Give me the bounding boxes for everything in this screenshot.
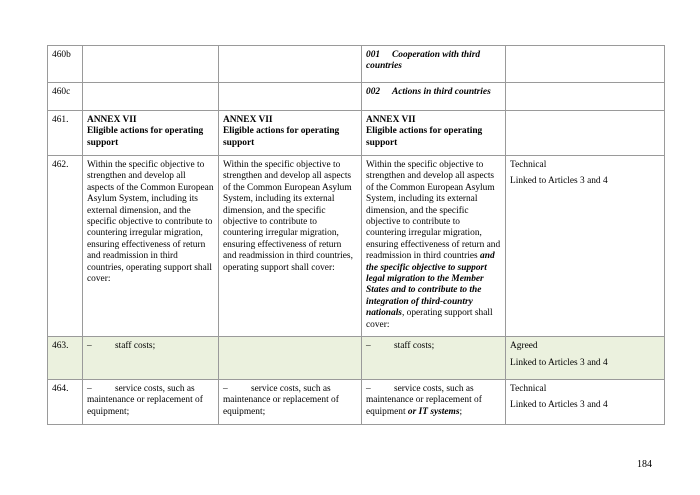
added-text: and the specific objective to support legal migration to the Member States and to contribute to the integration of third-country nationals (366, 251, 495, 319)
linked-articles-note: Linked to Articles 3 and 4 (510, 176, 608, 187)
commission-proposal-cell (83, 156, 219, 337)
parliament-position-cell (219, 83, 362, 111)
commission-proposal-cell (83, 46, 219, 83)
row-number: 461. (48, 111, 83, 156)
item-text: service costs, such as maintenance or replacement of equipment; (223, 383, 339, 417)
heading-title: Actions in third countries (392, 87, 491, 97)
annex-label: ANNEX VII (87, 115, 137, 125)
table-row (48, 379, 665, 424)
commission-proposal-cell (83, 379, 219, 424)
annex-label: ANNEX VII (223, 115, 273, 125)
comments-cell (506, 46, 665, 83)
parliament-position-cell (219, 379, 362, 424)
dash-bullet: – (366, 341, 371, 352)
status-label: Technical (510, 383, 547, 394)
comments-cell (506, 111, 665, 156)
parliament-position-cell (219, 156, 362, 337)
comments-cell (506, 156, 665, 337)
added-text: or IT systems (407, 406, 460, 417)
item-text: service costs, such as maintenance or replacement of equipment; (87, 383, 203, 417)
dash-bullet: – (87, 383, 92, 394)
heading-code: 002 (366, 87, 381, 97)
parliament-position-cell (219, 337, 362, 380)
provision-tail: , operating support shall cover: (366, 308, 493, 330)
item-tail: ; (459, 406, 463, 417)
commission-proposal-cell (83, 337, 219, 380)
comparison-table (47, 45, 665, 425)
table-row (48, 83, 665, 111)
provision-text: Within the specific objective to strengthen and develop all aspects of the Common European Asylum System, including its external dimension, and the specific objective to contribute to countering irregular migration, ensuring effectiveness of return and readmission in third countries, operating support shall cover: (223, 160, 353, 273)
row-number: 462. (48, 156, 83, 337)
row-number: 460b (48, 46, 83, 83)
item-text: staff costs; (394, 341, 435, 352)
provision-text: Within the specific objective to strengthen and develop all aspects of the Common European Asylum System, including its external dimension, and the specific objective to contribute to countering irregular migration, ensuring effectiveness of return and readmission in third countries (366, 160, 501, 262)
annex-label: ANNEX VII (366, 115, 416, 125)
council-position-cell (362, 83, 506, 111)
comments-cell (506, 379, 665, 424)
commission-proposal-cell (83, 111, 219, 156)
status-label: Technical (510, 160, 547, 170)
row-number: 463. (48, 337, 83, 380)
comments-cell (506, 337, 665, 380)
council-position-cell (362, 111, 506, 156)
page-number: 184 (637, 459, 652, 470)
table-row (48, 156, 665, 337)
comments-cell (506, 83, 665, 111)
status-label: Agreed (510, 341, 538, 352)
linked-articles-note: Linked to Articles 3 and 4 (510, 400, 608, 411)
table-row (48, 337, 665, 380)
linked-articles-note: Linked to Articles 3 and 4 (510, 357, 608, 368)
heading-code: 001 (366, 50, 381, 60)
council-position-cell (362, 156, 506, 337)
provision-text: Within the specific objective to strengthen and develop all aspects of the Common European Asylum System, including its external dimension, and the specific objective to contribute to countering irregular migration, ensuring effectiveness of return and readmission in third countries, operating support shall cover: (87, 160, 214, 285)
commission-proposal-cell (83, 83, 219, 111)
dash-bullet: – (87, 341, 92, 352)
annex-title: Eligible actions for operating support (223, 126, 340, 148)
council-position-cell (362, 46, 506, 83)
heading-title: Cooperation with third countries (366, 50, 481, 72)
parliament-position-cell (219, 46, 362, 83)
council-position-cell (362, 379, 506, 424)
annex-title: Eligible actions for operating support (87, 126, 204, 148)
parliament-position-cell (219, 111, 362, 156)
dash-bullet: – (366, 383, 371, 394)
table-row (48, 46, 665, 83)
annex-title: Eligible actions for operating support (366, 126, 483, 148)
row-number: 464. (48, 379, 83, 424)
council-position-cell (362, 337, 506, 380)
dash-bullet: – (223, 383, 228, 394)
table-row (48, 111, 665, 156)
row-number: 460c (48, 83, 83, 111)
item-text: service costs, such as maintenance or replacement of equipment (366, 383, 482, 417)
item-text: staff costs; (115, 341, 156, 352)
